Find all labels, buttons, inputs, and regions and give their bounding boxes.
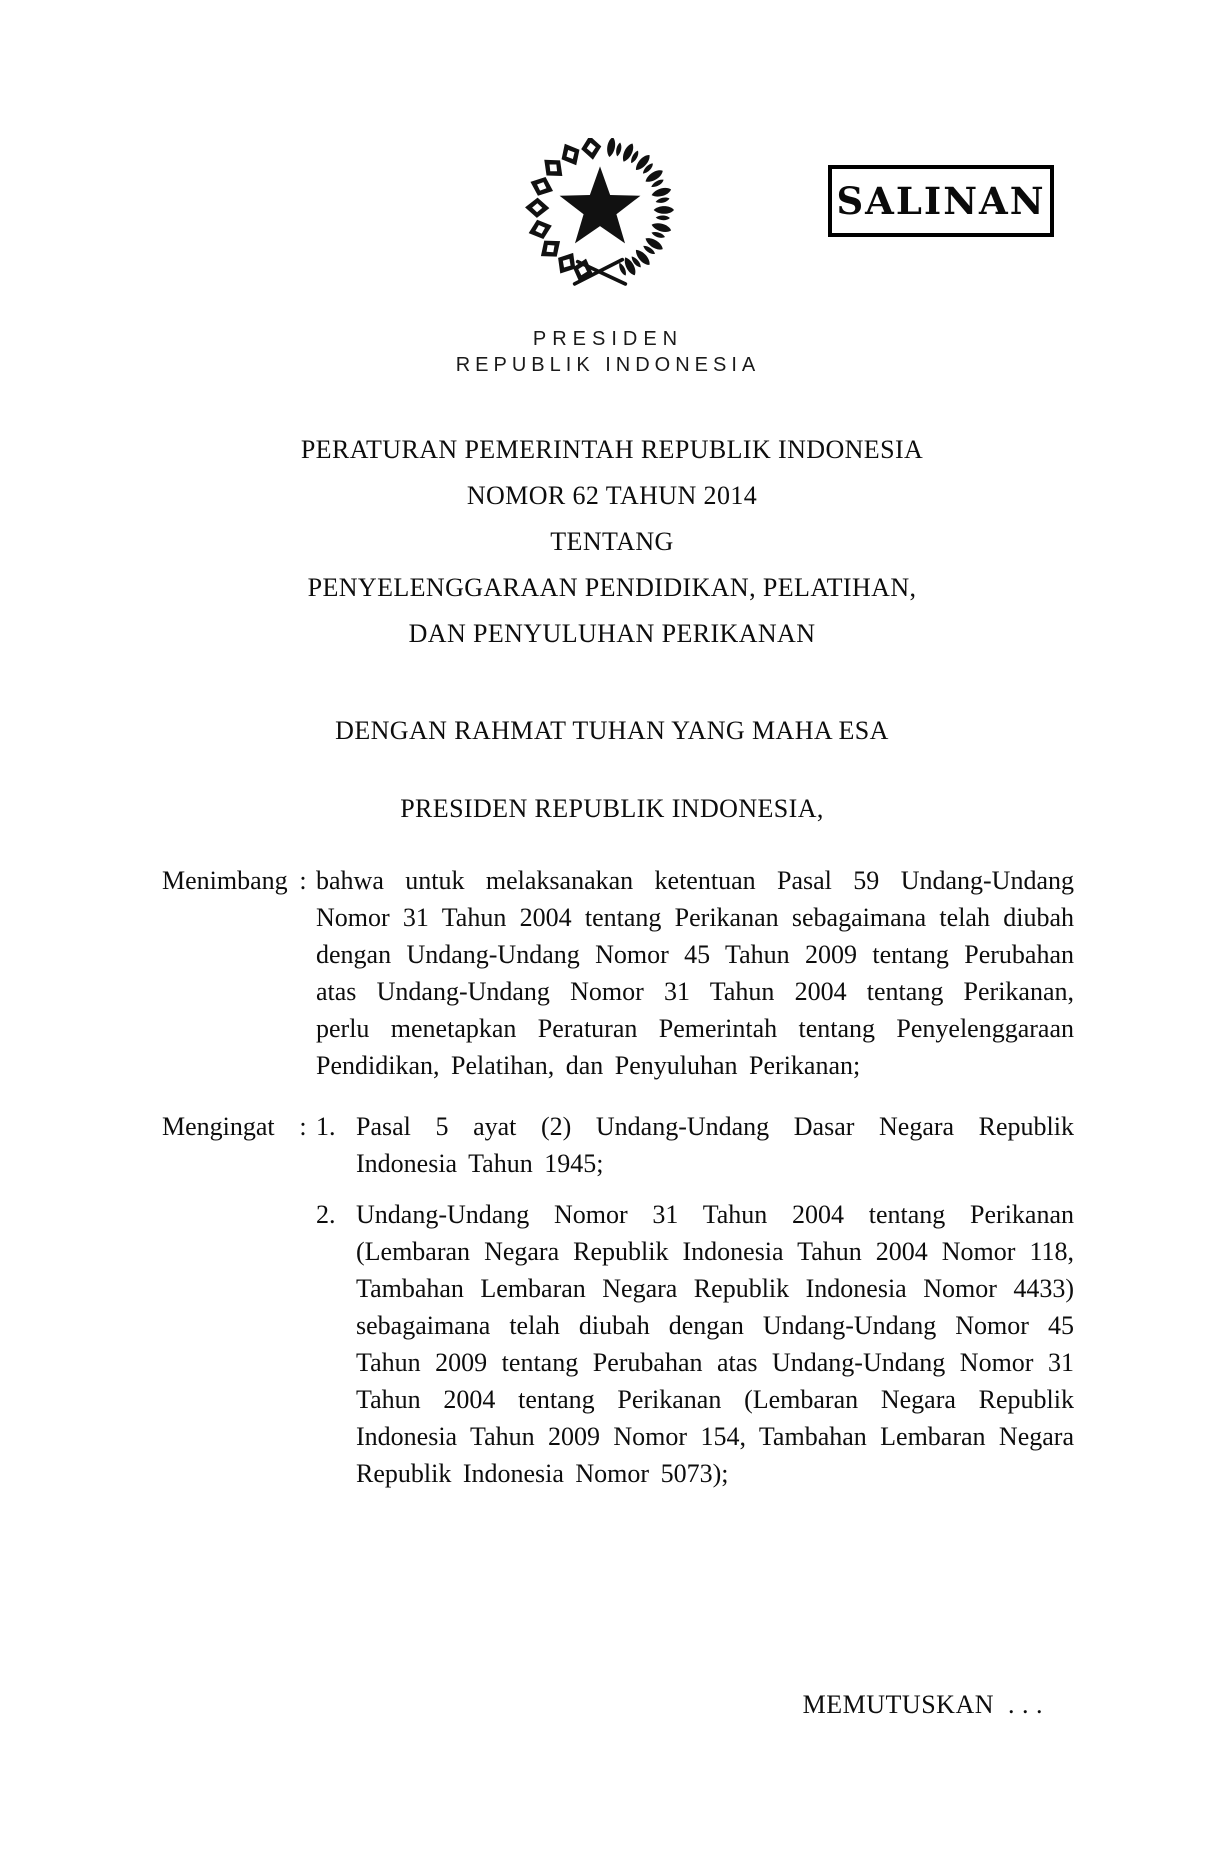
legal-basis-item-text: Undang-Undang Nomor 31 Tahun 2004 tentang Perikanan (Lembaran Negara Republik Indonesia Tahun 2004 Nomor 118, Tambahan Lembaran Negara Republik Indonesia Nomor 4433) sebagaimana telah diubah dengan Undang-Undang Nomor 45 Tahun 2009 tentang Perubahan atas Undang-Undang Nomor 31 Tahun 2004 tentang Perikanan (Lembaran Negara Republik Indonesia Tahun 2009 Nomor 154, Tambahan Lembaran Negara Republik Indonesia Nomor 5073); bbox=[356, 1200, 1074, 1488]
legal-basis-item bbox=[316, 1108, 1074, 1182]
salinan-stamp-label: SALINAN bbox=[836, 179, 1046, 223]
legal-basis-separator: : bbox=[299, 1112, 307, 1141]
letterhead-line1: PRESIDEN bbox=[532, 328, 684, 350]
title-line-number: NOMOR 62 TAHUN 2014 bbox=[466, 481, 758, 510]
legal-basis-list bbox=[316, 1108, 1074, 1492]
title-line-subject-1: PENYELENGGARAAN PENDIDIKAN, PELATIHAN, bbox=[307, 573, 917, 602]
legal-basis-item-number: 1. bbox=[316, 1112, 336, 1141]
considerations-text: bahwa untuk melaksanakan ketentuan Pasal 59 Undang-Undang Nomor 31 Tahun 2004 tentang Perikanan sebagaimana telah diubah dengan Undang-Undang Nomor 45 Tahun 2009 tentang Perubahan atas Undang-Undang Nomor 31 Tahun 2004 tentang Perikanan, perlu menetapkan Peraturan Pemerintah tentang Penyelenggaraan Pendidikan, Pelatihan, dan Penyuluhan Perikanan; bbox=[316, 866, 1074, 1080]
title-line-regulation: PERATURAN PEMERINTAH REPUBLIK INDONESIA bbox=[300, 435, 924, 464]
legal-basis-item bbox=[316, 1196, 1074, 1492]
title-line-subject-2: DAN PENYULUHAN PERIKANAN bbox=[408, 619, 816, 648]
considerations-section bbox=[162, 862, 1074, 1084]
legal-basis-section bbox=[162, 1108, 1074, 1492]
salinan-stamp bbox=[828, 165, 1054, 237]
considerations-separator: : bbox=[299, 866, 307, 895]
presidential-seal-icon bbox=[522, 138, 678, 290]
letterhead-line2: REPUBLIK INDONESIA bbox=[455, 354, 761, 376]
title-line-tentang: TENTANG bbox=[550, 527, 674, 556]
seal-graphic bbox=[522, 138, 678, 290]
legal-basis-item-number: 2. bbox=[316, 1200, 336, 1229]
catchword-memutuskan: MEMUTUSKAN . . . bbox=[802, 1690, 1043, 1719]
authority-line: PRESIDEN REPUBLIK INDONESIA, bbox=[400, 794, 824, 823]
letterhead bbox=[0, 326, 1216, 379]
legal-basis-item-text: Pasal 5 ayat (2) Undang-Undang Dasar Negara Republik Indonesia Tahun 1945; bbox=[356, 1112, 1074, 1178]
document-title bbox=[104, 427, 1120, 657]
document-body bbox=[162, 862, 1074, 1492]
invocation-line: DENGAN RAHMAT TUHAN YANG MAHA ESA bbox=[335, 716, 889, 745]
considerations-label: Menimbang bbox=[162, 866, 288, 895]
legal-basis-label: Mengingat bbox=[162, 1112, 275, 1141]
